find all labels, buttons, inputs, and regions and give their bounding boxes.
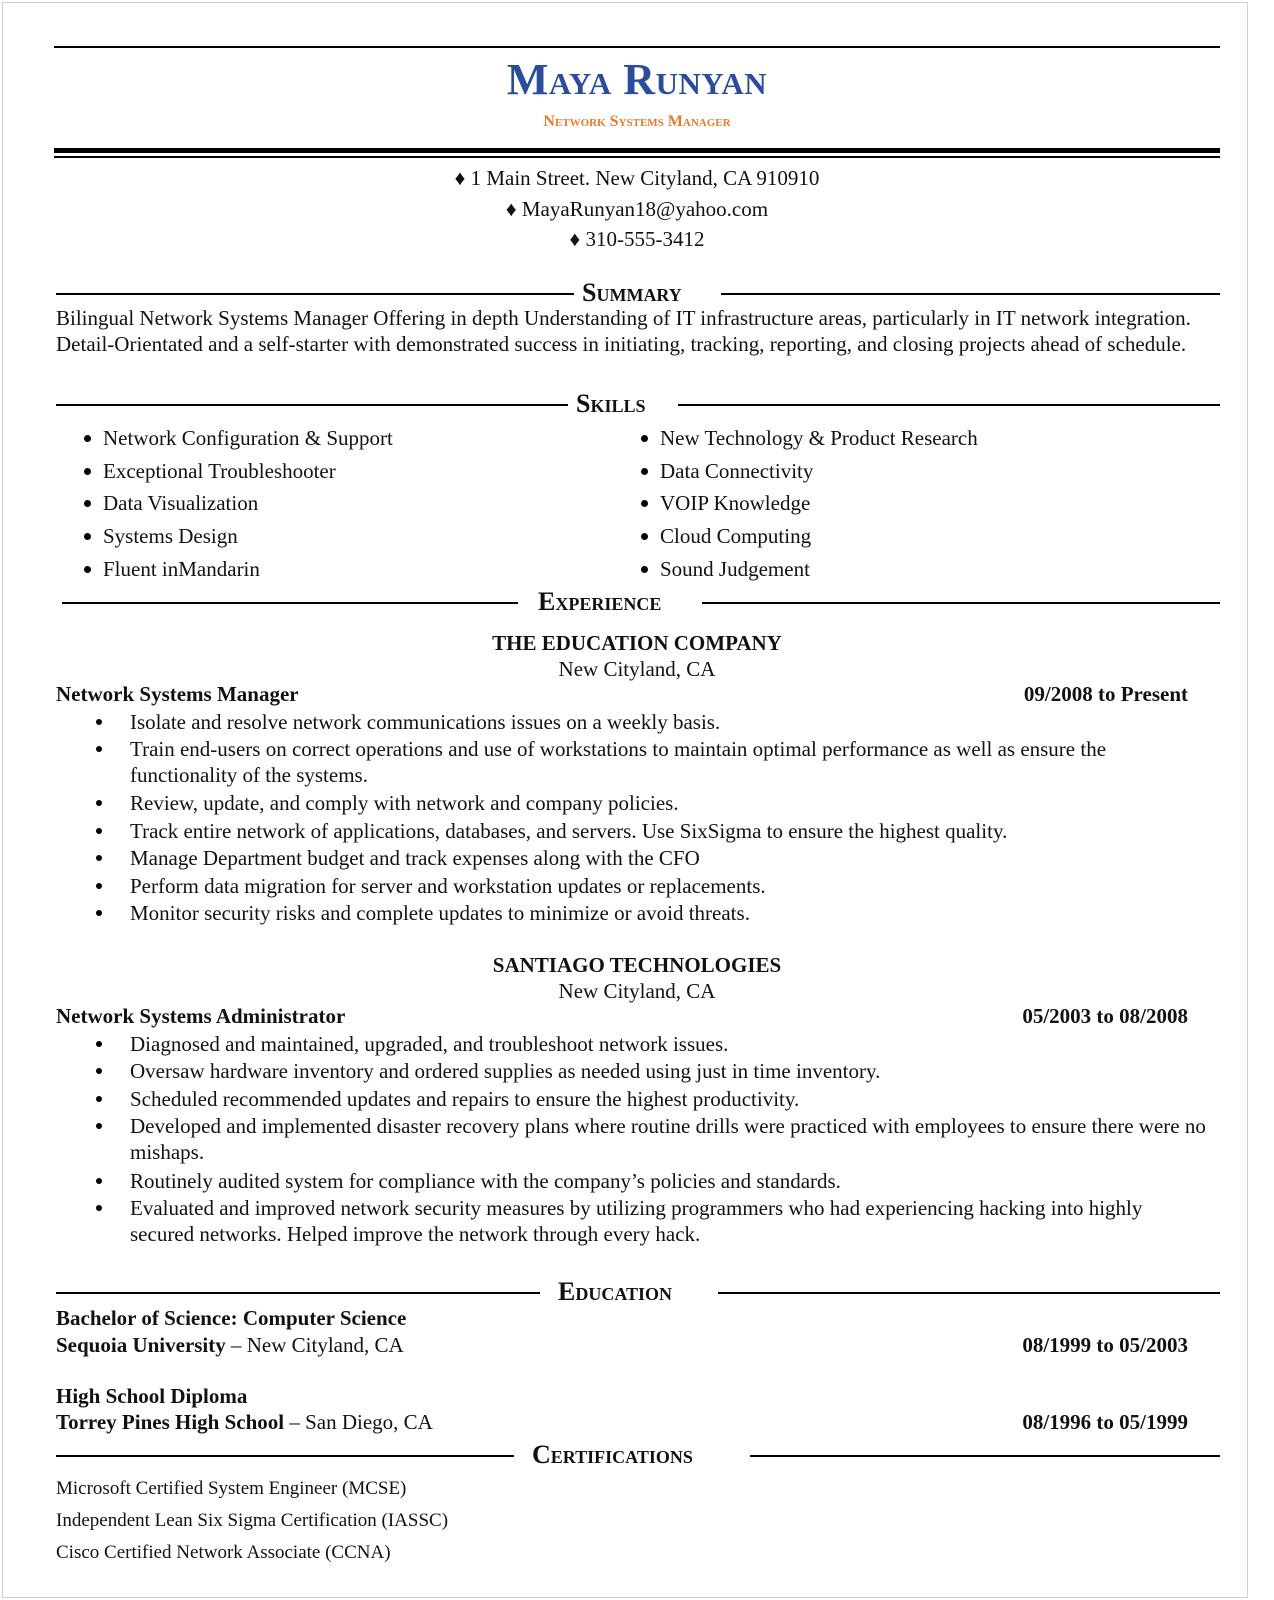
skill-item: Data Visualization (84, 490, 258, 516)
skill-item: Sound Judgement (641, 556, 810, 582)
job-bullet: Train end-users on correct operations and use of workstations to maintain optimal performance as well as ensure the functionality of the systems. (96, 736, 1206, 788)
company-location: New Cityland, CA (558, 979, 716, 1003)
job-bullet: Evaluated and improved network security measures by utilizing programmers who had experiencing hacking into highly secured networks. Helped improve the network through every hack. (96, 1195, 1206, 1247)
candidate-title: Network Systems Manager (543, 113, 731, 130)
job-bullet: Review, update, and comply with network and company policies. (96, 790, 1206, 816)
candidate-name: Maya Runyan (506, 55, 768, 104)
skill-item: Fluent inMandarin (84, 556, 260, 582)
education-location: – San Diego, CA (284, 1410, 433, 1434)
education-location: – New Cityland, CA (225, 1333, 404, 1357)
bullet-icon (96, 855, 102, 861)
bullet-icon (84, 468, 91, 475)
job-bullet: Perform data migration for server and workstation updates or replacements. (96, 873, 1206, 899)
education-dates: 08/1996 to 05/1999 (1022, 1410, 1188, 1434)
certifications-heading-title: Certifications (532, 1440, 693, 1469)
bullet-icon (96, 1096, 102, 1102)
skill-item: Systems Design (84, 523, 238, 549)
job-bullet: Diagnosed and maintained, upgraded, and troubleshoot network issues. (96, 1031, 1206, 1057)
certification-item: Microsoft Certified System Engineer (MCSE) (56, 1478, 407, 1499)
education-heading (56, 1277, 1220, 1307)
summary-heading-title: Summary (582, 278, 682, 307)
education-degree: High School Diploma (56, 1384, 248, 1408)
header-rule-thick (54, 148, 1220, 153)
bullet-icon (641, 500, 648, 507)
bullet-icon (84, 435, 91, 442)
education-degree: Bachelor of Science: Computer Science (56, 1306, 407, 1330)
job-bullet: Developed and implemented disaster recovery plans where routine drills were practiced with employees to ensure there were no mishaps. (96, 1113, 1206, 1165)
job-bullet: Scheduled recommended updates and repairs to ensure the highest productivity. (96, 1086, 1206, 1112)
company-name: THE EDUCATION COMPANY (492, 631, 782, 655)
skill-item: Exceptional Troubleshooter (84, 458, 336, 484)
bullet-icon (641, 533, 648, 540)
header-rule-thin (54, 156, 1220, 158)
education-school-line (56, 1409, 433, 1435)
company-location: New Cityland, CA (558, 657, 716, 681)
bullet-icon (96, 828, 102, 834)
job-bullet: Oversaw hardware inventory and ordered supplies as needed using just in time inventory. (96, 1058, 1206, 1084)
experience-heading-title: Experience (538, 587, 662, 616)
education-heading-title: Education (558, 1277, 673, 1306)
skills-heading (56, 389, 1220, 419)
job-bullet: Monitor security risks and complete updates to minimize or avoid threats. (96, 900, 1206, 926)
certifications-heading (56, 1440, 1220, 1470)
job-title: Network Systems Manager (56, 682, 299, 706)
job-title: Network Systems Administrator (56, 1004, 346, 1028)
bullet-icon (96, 1205, 102, 1211)
skills-heading-title: Skills (576, 389, 646, 418)
bullet-icon (641, 468, 648, 475)
education-dates: 08/1999 to 05/2003 (1022, 1333, 1188, 1357)
summary-heading (56, 278, 1220, 308)
bullet-icon (96, 746, 102, 752)
job-dates: 05/2003 to 08/2008 (1022, 1004, 1188, 1028)
skill-item: Cloud Computing (641, 523, 811, 549)
education-school-line (56, 1332, 404, 1358)
bullet-icon (96, 910, 102, 916)
bullet-icon (96, 719, 102, 725)
bullet-icon (84, 500, 91, 507)
bullet-icon (84, 533, 91, 540)
bullet-icon (84, 566, 91, 573)
job-dates: 09/2008 to Present (1023, 682, 1188, 706)
job-bullet: Manage Department budget and track expenses along with the CFO (96, 845, 1206, 871)
education-school: Torrey Pines High School (56, 1410, 285, 1434)
skill-item: New Technology & Product Research (641, 425, 978, 451)
contact-email: ♦ MayaRunyan18@yahoo.com (505, 197, 769, 221)
experience-heading (56, 587, 1220, 617)
certification-item: Cisco Certified Network Associate (CCNA) (56, 1542, 391, 1563)
bullet-icon (96, 1041, 102, 1047)
skill-item: VOIP Knowledge (641, 490, 810, 516)
education-school: Sequoia University (56, 1333, 226, 1357)
certification-item: Independent Lean Six Sigma Certification (IASSC) (56, 1510, 449, 1531)
job-bullet: Isolate and resolve network communications issues on a weekly basis. (96, 709, 1206, 735)
summary-text: Bilingual Network Systems Manager Offering in depth Understanding of IT infrastructure areas, particularly in IT network integration. Detail-Orientated and a self-starter with demonstrated success in initiating, tracking, reporting, and closing projects ahead of schedule. (56, 306, 1191, 356)
bullet-icon (96, 1123, 102, 1129)
bullet-icon (641, 435, 648, 442)
bullet-icon (96, 1068, 102, 1074)
bullet-icon (641, 566, 648, 573)
contact-phone: ♦ 310-555-3412 (569, 227, 705, 251)
contact-address: ♦ 1 Main Street. New Cityland, CA 910910 (454, 166, 820, 190)
bullet-icon (96, 800, 102, 806)
bullet-icon (96, 883, 102, 889)
skill-item: Network Configuration & Support (84, 425, 393, 451)
bullet-icon (96, 1178, 102, 1184)
skill-item: Data Connectivity (641, 458, 813, 484)
top-rule (54, 46, 1220, 48)
job-bullet: Routinely audited system for compliance with the company’s policies and standards. (96, 1168, 1206, 1194)
company-name: SANTIAGO TECHNOLOGIES (492, 953, 782, 977)
job-bullet: Track entire network of applications, databases, and servers. Use SixSigma to ensure the highest quality. (96, 818, 1206, 844)
